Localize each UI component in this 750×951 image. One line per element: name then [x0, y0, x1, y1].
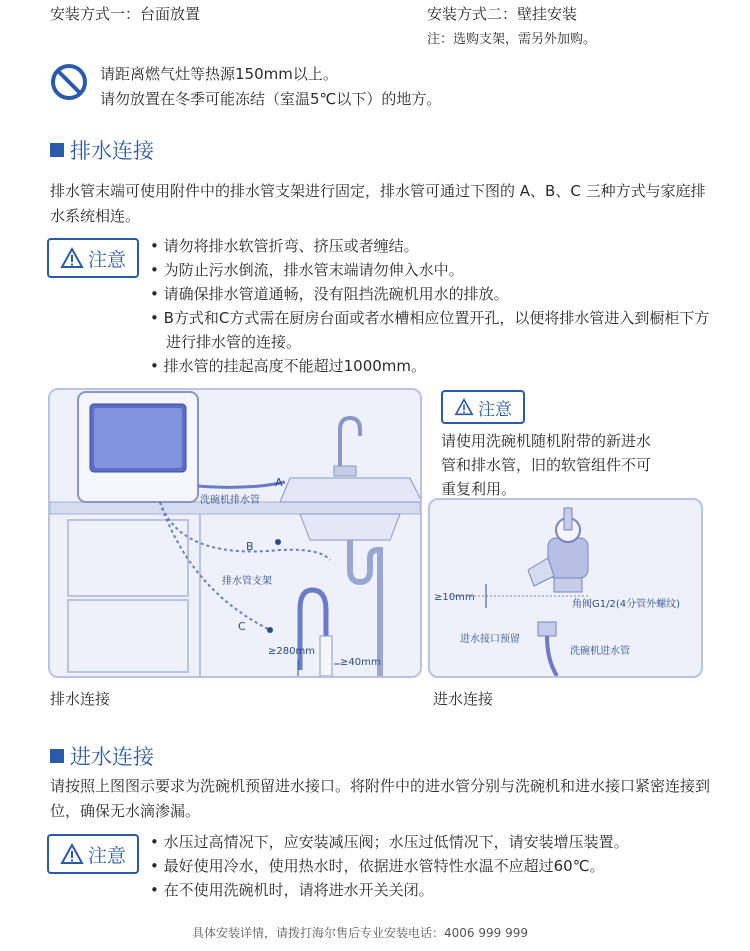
- drain-bullet-4: • B方式和C方式需在厨房台面或者水槽相应位置开孔，以便将排水管进入到橱柜下方进行排水管的连接。: [150, 309, 710, 351]
- drain-caption: 排水连接: [50, 690, 111, 708]
- inlet-hose-connector-icon: [538, 622, 556, 636]
- drain-heading-text: 排水连接: [70, 139, 154, 163]
- side-notice-label: 注意: [478, 399, 512, 420]
- inlet-bullet-3: • 在不使用洗碗机时，请将进水开关关闭。: [150, 881, 434, 899]
- side-notice-line-1: 请使用洗碗机随机附带的新进水: [441, 432, 652, 450]
- dim-280-label: ≥280mm: [268, 646, 315, 657]
- bracket-label: 排水管支架: [222, 576, 272, 587]
- drain-bullets: [150, 234, 710, 378]
- dim-40-label: ≥40mm: [340, 657, 381, 668]
- dim-10-label: ≥10mm: [434, 592, 475, 603]
- inlet-paragraph: 请按照上图图示要求为洗碗机预留进水接口。将附件中的进水管分别与洗碗机和进水接口紧密连接到位，确保无水滴渗漏。: [50, 777, 711, 820]
- side-notice-line-3: 重复利用。: [441, 480, 517, 498]
- prohibited-icon: [50, 63, 88, 101]
- inlet-bullet-1: • 水压过高情况下，应安装减压阀；水压过低情况下，请安装增压装置。: [150, 833, 629, 851]
- inlet-bullets: [150, 830, 710, 902]
- heading-square-icon: [50, 143, 64, 157]
- drain-bullet-2: • 为防止污水倒流，排水管末端请勿伸入水中。: [150, 261, 464, 279]
- install-method-2: 安装方式二：壁挂安装: [427, 5, 578, 23]
- warning-triangle-icon: [60, 843, 84, 865]
- reserve-label: 进水接口预留: [460, 634, 520, 645]
- inlet-bullet-2: • 最好使用冷水，使用热水时，依据进水管特性水温不应超过60℃。: [150, 857, 605, 875]
- warning-line-2: 请勿放置在冬季可能冻结（室温5℃以下）的地方。: [100, 90, 442, 108]
- inlet-diagram: [430, 500, 701, 676]
- drain-notice-badge: [47, 238, 139, 278]
- label-b: B: [246, 540, 254, 553]
- warning-line-1: 请距离燃气灶等热源150mm以上。: [100, 65, 338, 83]
- side-notice-badge: [441, 390, 525, 424]
- label-a: A: [275, 476, 283, 489]
- inlet-notice-label: 注意: [87, 844, 126, 867]
- dishwasher-hose-label: 洗碗机排水管: [200, 495, 260, 506]
- drain-bullet-1: • 请勿将排水软管折弯、挤压或者缠结。: [150, 237, 419, 255]
- drain-heading: [50, 135, 154, 165]
- drain-diagram: [50, 390, 420, 676]
- side-notice-text: [441, 429, 651, 501]
- inlet-heading: [50, 741, 154, 771]
- inlet-hose-label: 洗碗机进水管: [570, 646, 630, 657]
- install-method-1: 安装方式一：台面放置: [50, 5, 201, 23]
- drain-notice-label: 注意: [87, 248, 126, 271]
- drain-bullet-5: • 排水管的挂起高度不能超过1000mm。: [150, 357, 427, 375]
- warning-triangle-icon: [454, 398, 474, 416]
- heading-square-icon: [50, 749, 64, 763]
- drain-paragraph: 排水管末端可使用附件中的排水管支架进行固定，排水管可通过下图的 A、B、C 三种方式与家庭排水系统相连。: [50, 182, 706, 225]
- side-notice-line-2: 管和排水管，旧的软管组件不可: [441, 456, 652, 474]
- install-method-2-note: 注：选购支架，需另外加购。: [427, 32, 597, 47]
- angle-valve-icon: [548, 538, 588, 578]
- drain-bullet-3: • 请确保排水管道通畅，没有阻挡洗碗机用水的排放。: [150, 285, 509, 303]
- inlet-notice-badge: [47, 834, 139, 874]
- inlet-heading-text: 进水连接: [70, 745, 154, 769]
- valve-label: 角阀G1/2(4分管外螺纹): [572, 599, 681, 610]
- sink-basin-icon: [300, 514, 400, 540]
- drain-diagram-panel: [48, 388, 422, 678]
- footer-text: 具体安装详情，请拨打海尔售后专业安装电话：4006 999 999: [192, 926, 528, 940]
- inlet-caption: 进水连接: [433, 690, 494, 708]
- warning-triangle-icon: [60, 247, 84, 269]
- label-c: C: [238, 620, 246, 633]
- inlet-diagram-panel: [428, 498, 703, 678]
